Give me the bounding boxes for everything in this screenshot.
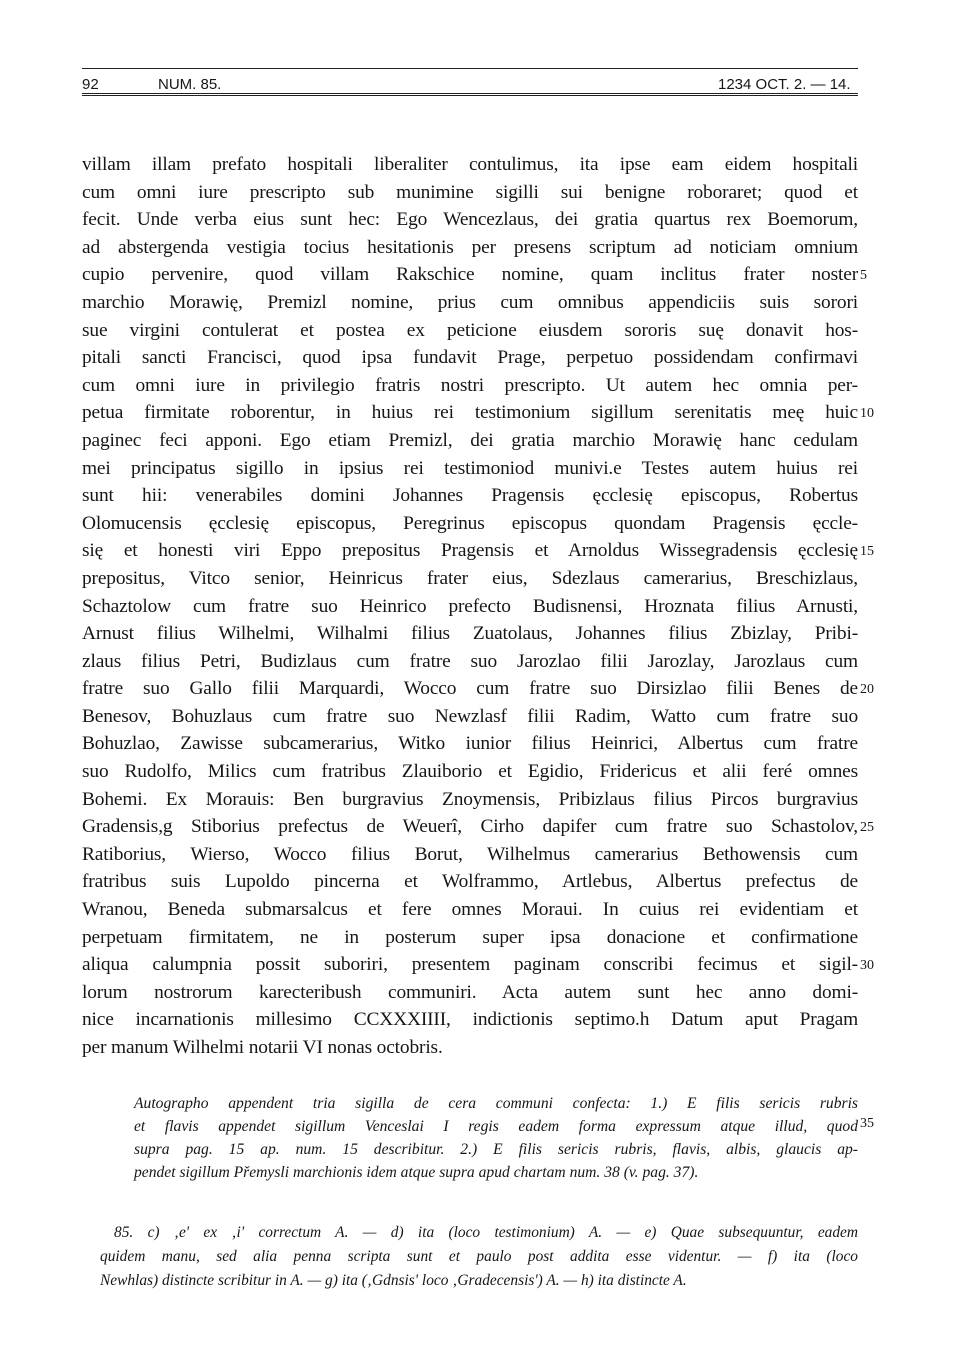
text-line: villam illam prefato hospitali liberaliter contulimus, ita ipse eam eidem hospitali xyxy=(82,154,858,175)
text-line: paginec feci apponi. Ego etiam Premizl, dei gratia marchio Morawię hanc cedulam xyxy=(82,429,858,451)
text-line: perpetuam firmitatem, ne in posterum super ipsa donacione et confirmatione xyxy=(82,926,858,948)
text-line: prepositus, Vitco senior, Heinricus frater eius, Sdezlaus camerarius, Breschizlaus, xyxy=(82,567,858,589)
margin-line-number: 30 xyxy=(860,958,874,974)
text-line: Bohuzlao, Zawisse subcamerarius, Witko iunior filius Heinrici, Albertus cum fratre xyxy=(82,733,858,755)
text-line: fratribus suis Lupoldo pincerna et Wolframmo, Artlebus, Albertus prefectus de xyxy=(82,871,858,893)
appendix-line: pendet sigillum Přemysli marchionis idem atque supra apud chartam num. 38 (v. pag. 37). xyxy=(134,1164,699,1181)
margin-line-number: 15 xyxy=(860,544,874,560)
margin-line-number: 20 xyxy=(860,682,874,698)
seal-description xyxy=(134,1092,858,1184)
running-header xyxy=(82,68,858,96)
text-line: Ratiborius, Wierso, Wocco filius Borut, Wilhelmus camerarius Bethowensis cum xyxy=(82,843,858,865)
appendix-line: et flavis appendet sigillum Venceslai I regis eadem forma expressum atque illud, quod xyxy=(134,1118,858,1135)
text-line: mei principatus sigillo in ipsius rei testimoniod munivi.e Testes autem huius rei xyxy=(82,457,858,479)
text-line: fratre suo Gallo filii Marquardi, Wocco cum fratre suo Dirsizlao filii Benes de xyxy=(82,678,858,700)
margin-line-number: 25 xyxy=(860,820,874,836)
text-line: sue virgini contulerat et postea ex peticione eiusdem sororis suę donavit hos- xyxy=(82,319,858,341)
text-line: suo Rudolfo, Milics cum fratribus Zlauiborio et Egidio, Fridericus et alii feré omnes xyxy=(82,761,858,783)
text-line: Arnust filius Wilhelmi, Wilhalmi filius Zuatolaus, Johannes filius Zbizlay, Pribi- xyxy=(82,623,858,645)
charter-text xyxy=(82,151,858,1062)
margin-line-number: 10 xyxy=(860,406,874,422)
text-line: Schaztolow cum fratre suo Heinrico prefecto Budisnensi, Hroznata filius Arnusti, xyxy=(82,595,858,617)
text-line: nice incarnationis millesimo CCXXXIIII, indictionis septimo.h Datum aput Pragam xyxy=(82,1009,858,1031)
text-line: zlaus filius Petri, Budizlaus cum fratre suo Jarozlao filii Jarozlay, Jarozlaus cum xyxy=(82,650,858,672)
text-line: cum omni iure in privilegio fratris nostri prescripto. Ut autem hec omnia per- xyxy=(82,374,858,396)
text-line: per manum Wilhelmi notarii VI nonas octobris. xyxy=(82,1037,443,1058)
text-line: się et honesti viri Eppo prepositus Pragensis et Arnoldus Wissegradensis ęcclesię xyxy=(82,540,858,562)
header-top-rule xyxy=(82,68,858,69)
text-line: Wranou, Beneda submarsalcus et fere omnes Moraui. In cuius rei evidentiam et xyxy=(82,899,858,921)
text-line: ad abstergenda vestigia tocius hesitationis per presens scriptum ad noticiam omnium xyxy=(82,236,858,258)
text-line: aliqua calumpnia possit suboriri, presentem paginam conscribi fecimus et sigil- xyxy=(82,954,858,976)
margin-line-number: 35 xyxy=(860,1116,874,1131)
text-line: Bohemi. Ex Morauis: Ben burgravius Znoymensis, Pribizlaus filius Pircos burgravius xyxy=(82,788,858,810)
note-line: 85. c) ‚e' ex ‚i' correctum A. — d) ita (loco testimonium) A. — e) Quae subsequuntur, eadem xyxy=(114,1224,858,1241)
text-line: cum omni iure prescripto sub munimine sigilli sui benigne roboraret; quod et xyxy=(82,181,858,203)
text-line: Olomucensis ęcclesię episcopus, Peregrinus episcopus quondam Pragensis ęccle- xyxy=(82,512,858,534)
text-line: cupio pervenire, quod villam Rakschice nomine, quam inclitus frater noster xyxy=(82,264,858,286)
margin-line-number: 5 xyxy=(860,268,867,284)
document-date: 1234 OCT. 2. — 14. xyxy=(718,76,851,93)
text-line: marchio Morawię, Premizl nomine, prius cum omnibus appendiciis suis sorori xyxy=(82,291,858,313)
text-line: Benesov, Bohuzlaus cum fratre suo Newzlasf filii Radim, Watto cum fratre suo xyxy=(82,705,858,727)
text-line: fecit. Unde verba eius sunt hec: Ego Wencezlaus, dei gratia quartus rex Boemorum, xyxy=(82,209,858,231)
text-line: petua firmitate roborentur, in huius rei testimonium sigillum serenitatis meę huic xyxy=(82,402,858,424)
text-line: pitali sancti Francisci, quod ipsa fundavit Prage, perpetuo possidendam confirmavi xyxy=(82,347,858,369)
text-line: sunt hii: venerabiles domini Johannes Pragensis ęcclesię episcopus, Robertus xyxy=(82,485,858,507)
appendix-line: Autographo appendent tria sigilla de cera communi confecta: 1.) E filis sericis rubris xyxy=(134,1095,858,1112)
document-number: NUM. 85. xyxy=(158,76,222,93)
footnotes xyxy=(100,1221,858,1293)
appendix-line: supra pag. 15 ap. num. 15 describitur. 2.) E filis sericis rubris, flavis, albis, glaucis ap- xyxy=(134,1141,858,1158)
text-line: lorum nostrorum karecteribush communiri. Acta autem sunt hec anno domi- xyxy=(82,981,858,1003)
note-line: quidem manu, sed alia penna scripta sunt et paulo post addita esse videntur. — f) ita (loco xyxy=(100,1248,858,1265)
page-number: 92 xyxy=(82,76,99,93)
text-line: Gradensis,g Stiborius prefectus de Weuerî, Cirho dapifer cum fratre suo Schastolov, xyxy=(82,816,858,838)
note-line: Newhlas) distincte scribitur in A. — g) ita (‚Gdnsis' loco ‚Gradecensis') A. — h) ita distincte A. xyxy=(100,1272,687,1289)
header-bottom-rule xyxy=(82,93,858,96)
